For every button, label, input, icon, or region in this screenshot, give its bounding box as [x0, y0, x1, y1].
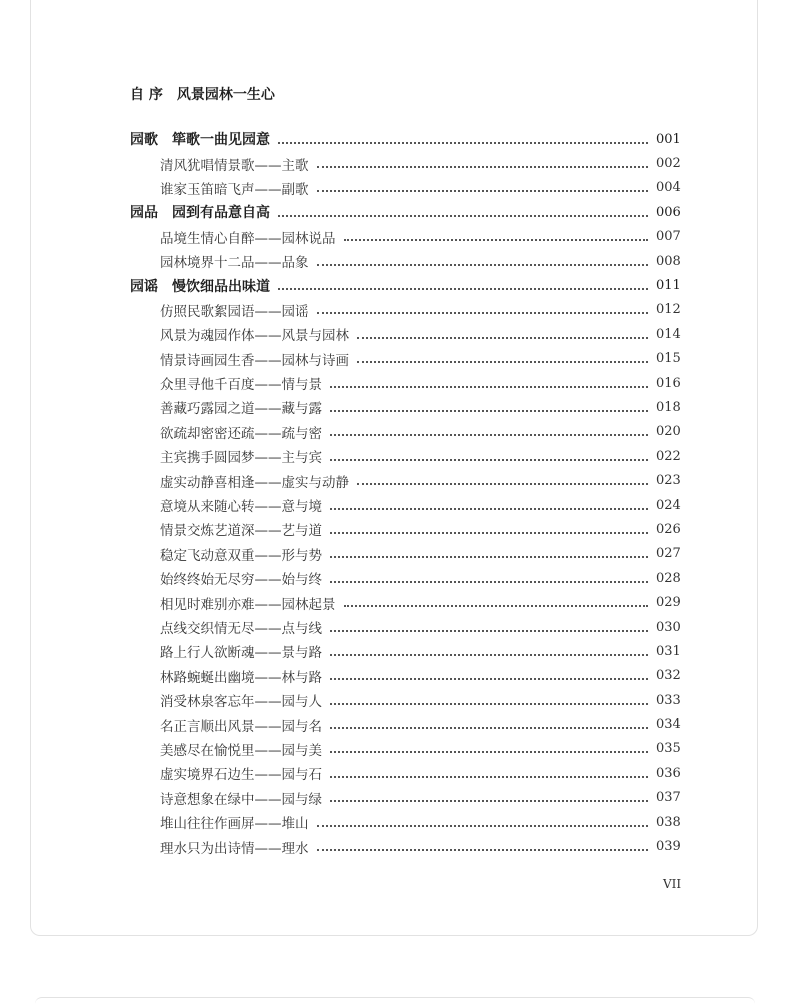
dot-leader: [317, 848, 649, 851]
toc-entry-page: 006: [656, 204, 681, 220]
toc-entry-page: 022: [656, 448, 681, 464]
dot-leader: [330, 629, 648, 632]
toc-entry-title: 善藏巧露园之道——藏与露: [160, 401, 322, 418]
dot-leader: [330, 507, 648, 510]
dot-leader: [330, 580, 648, 583]
toc-entry-page: 033: [656, 692, 681, 708]
toc-entry-page: 023: [656, 473, 681, 489]
toc-chapter-entry: [130, 127, 680, 151]
toc-section-entry: [130, 688, 680, 712]
toc-section-entry: [130, 347, 680, 371]
dot-leader: [317, 311, 649, 314]
toc-entry-page: 012: [656, 302, 681, 318]
toc-entry-title: 谁家玉笛暗飞声——副歌: [160, 181, 309, 198]
toc-entry-page: 036: [656, 765, 681, 781]
dot-leader: [330, 433, 648, 436]
toc-entry-page: 026: [656, 521, 681, 537]
toc-entry-title: 品境生情心自醉——园林说品: [160, 230, 336, 247]
toc-entry-page: 035: [656, 741, 681, 757]
toc-section-entry: [130, 298, 680, 322]
dot-leader: [330, 702, 648, 705]
toc-entry-page: 034: [656, 717, 681, 733]
toc-entry-title: 林路蜿蜒出幽境——林与路: [160, 669, 322, 686]
toc-section-entry: [130, 395, 680, 419]
toc-entry-title: 诗意想象在绿中——园与绿: [160, 791, 322, 808]
toc-entry-title: 稳定飞动意双重——形与势: [160, 547, 322, 564]
toc-entry-page: 008: [656, 253, 681, 269]
toc-entry-page: 037: [656, 790, 681, 806]
toc-section-entry: [130, 468, 680, 492]
toc-entry-page: 018: [656, 399, 681, 415]
dot-leader: [357, 336, 648, 339]
toc-section-entry: [130, 420, 680, 444]
toc-entry-page: 015: [656, 351, 681, 367]
toc-section-entry: [130, 615, 680, 639]
toc-section-entry: [130, 786, 680, 810]
dot-leader: [317, 263, 649, 266]
toc-section-entry: [130, 517, 680, 541]
toc-entry-title: 园歌 筚歌一曲见园意: [130, 132, 270, 149]
toc-entry-page: 002: [656, 156, 681, 172]
toc-entry-page: 027: [656, 546, 681, 562]
preface-heading: 自 序 风景园林一生心: [130, 87, 275, 103]
toc-section-entry: [130, 737, 680, 761]
toc-entry-title: 主宾携手圆园梦——主与宾: [160, 450, 322, 467]
dot-leader: [330, 775, 648, 778]
toc-section-entry: [130, 590, 680, 614]
dot-leader: [317, 824, 649, 827]
dot-leader: [330, 750, 648, 753]
toc-entry-title: 理水只为出诗情——理水: [160, 840, 309, 857]
dot-leader: [330, 726, 648, 729]
dot-leader: [317, 189, 649, 192]
toc-section-entry: [130, 566, 680, 590]
toc-section-entry: [130, 810, 680, 834]
table-of-contents: [130, 127, 680, 859]
toc-section-entry: [130, 542, 680, 566]
toc-section-entry: [130, 834, 680, 858]
next-page-edge: [35, 997, 755, 1004]
toc-section-entry: [130, 639, 680, 663]
toc-entry-title: 欲疏却密密还疏——疏与密: [160, 425, 322, 442]
toc-entry-title: 园林境界十二品——品象: [160, 255, 309, 272]
dot-leader: [330, 677, 648, 680]
toc-entry-title: 名正言顺出风景——园与名: [160, 718, 322, 735]
toc-entry-title: 路上行人欲断魂——景与路: [160, 645, 322, 662]
toc-section-entry: [130, 371, 680, 395]
toc-entry-page: 007: [656, 229, 681, 245]
toc-entry-title: 意境从来随心转——意与境: [160, 499, 322, 516]
dot-leader: [330, 653, 648, 656]
toc-entry-page: 024: [656, 497, 681, 513]
toc-entry-title: 众里寻他千百度——情与景: [160, 377, 322, 394]
toc-entry-page: 038: [656, 814, 681, 830]
toc-section-entry: [130, 712, 680, 736]
toc-entry-title: 园谣 慢饮细品出味道: [130, 278, 270, 295]
toc-entry-title: 始终终始无尽穷——始与终: [160, 572, 322, 589]
dot-leader: [330, 458, 648, 461]
page-number: VII: [663, 877, 682, 891]
dot-leader: [344, 604, 649, 607]
book-page: [30, 0, 758, 936]
toc-section-entry: [130, 664, 680, 688]
toc-entry-page: 014: [656, 326, 681, 342]
dot-leader: [330, 409, 648, 412]
toc-entry-title: 清风犹唱情景歌——主歌: [160, 157, 309, 174]
toc-entry-page: 001: [656, 131, 681, 147]
toc-entry-page: 031: [656, 643, 681, 659]
toc-entry-title: 消受林泉客忘年——园与人: [160, 694, 322, 711]
dot-leader: [330, 555, 648, 558]
toc-section-entry: [130, 249, 680, 273]
toc-section-entry: [130, 444, 680, 468]
toc-chapter-entry: [130, 273, 680, 297]
toc-entry-title: 相见时难别亦难——园林起景: [160, 596, 336, 613]
dot-leader: [330, 385, 648, 388]
dot-leader: [278, 214, 648, 217]
toc-entry-title: 堆山往往作画屏——堆山: [160, 816, 309, 833]
toc-entry-page: 039: [656, 839, 681, 855]
toc-entry-title: 风景为魂园作体——风景与园林: [160, 328, 349, 345]
toc-entry-page: 029: [656, 595, 681, 611]
toc-entry-page: 016: [656, 375, 681, 391]
toc-entry-page: 028: [656, 570, 681, 586]
toc-section-entry: [130, 151, 680, 175]
toc-entry-title: 情景诗画园生香——园林与诗画: [160, 352, 349, 369]
toc-entry-title: 园品 园到有品意自高: [130, 205, 270, 222]
toc-section-entry: [130, 322, 680, 346]
toc-entry-page: 004: [656, 180, 681, 196]
dot-leader: [357, 482, 648, 485]
toc-entry-title: 虚实动静喜相逢——虚实与动静: [160, 474, 349, 491]
toc-section-entry: [130, 493, 680, 517]
dot-leader: [344, 238, 649, 241]
toc-entry-title: 情景交炼艺道深——艺与道: [160, 523, 322, 540]
toc-entry-page: 032: [656, 668, 681, 684]
toc-entry-title: 虚实境界石边生——园与石: [160, 767, 322, 784]
toc-section-entry: [130, 225, 680, 249]
toc-entry-page: 030: [656, 619, 681, 635]
toc-entry-title: 点线交织情无尽——点与线: [160, 621, 322, 637]
dot-leader: [317, 165, 649, 168]
toc-entry-page: 020: [656, 424, 681, 440]
toc-section-entry: [130, 176, 680, 200]
toc-entry-title: 美感尽在愉悦里——园与美: [160, 742, 322, 759]
dot-leader: [278, 141, 648, 144]
toc-entry-page: 011: [656, 278, 681, 294]
dot-leader: [330, 531, 648, 534]
toc-entry-title: 仿照民歌絮园语——园谣: [160, 303, 309, 320]
dot-leader: [357, 360, 648, 363]
dot-leader: [278, 287, 648, 290]
dot-leader: [330, 799, 648, 802]
toc-chapter-entry: [130, 200, 680, 224]
toc-section-entry: [130, 761, 680, 785]
